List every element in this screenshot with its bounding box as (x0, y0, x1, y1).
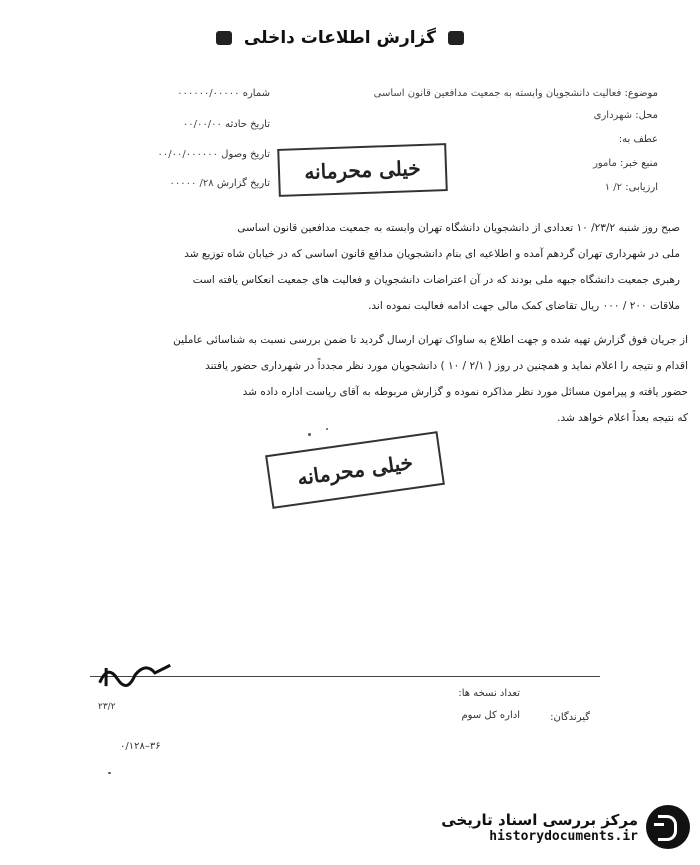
ornament-icon (216, 31, 232, 45)
brand-url: historydocuments.ir (489, 828, 638, 844)
body-line: که نتیجه بعداً اعلام خواهد شد. (557, 412, 688, 424)
signature-mark (93, 651, 176, 691)
header-received-date: تاریخ وصول ۰۰/۰۰/۰۰۰۰۰۰ (157, 149, 270, 160)
brand-watermark (400, 797, 690, 857)
copies-label: تعداد نسخه ها: (458, 688, 520, 699)
recipient-name: اداره کل سوم (461, 710, 520, 721)
brand-name: مرکز بررسی اسناد تاریخی (441, 810, 638, 829)
brand-logo-icon (646, 805, 690, 849)
body-line: اقدام و نتیجه را اعلام نماید و همچنین در روز ( ۲/۱ / ۱۰ ) دانشجویان مورد نظر مجدداً در شهرداری حضور یافتند (205, 360, 688, 372)
confidential-stamp-lower: خیلی محرمانه (265, 431, 445, 509)
scan-speck (326, 428, 328, 430)
header-incident-date: تاریخ حادثه ۰۰/۰۰/۰۰ (182, 119, 270, 130)
header-subject: موضوع: فعالیت دانشجویان وابسته به جمعیت مدافعین قانون اساسی (373, 88, 658, 99)
reference-number: ۰/۱۲۸–۳۶ (120, 741, 161, 752)
header-reference: عطف به: (618, 134, 658, 145)
body-line: صبح روز شنبه ۲۳/۲/ ۱۰ تعدادی از دانشجویان دانشگاه تهران وابسته به جمعیت مدافعین قانون اساسی (237, 222, 680, 234)
body-line: ملی در شهرداری تهران گردهم آمده و اطلاعیه ای بنام دانشجویان مدافع قانون اساسی که در خیابان شاه توزیع شد (184, 248, 680, 260)
ornament-icon (448, 31, 464, 45)
document-title (190, 28, 490, 48)
margin-note: ۲۳/۲ (98, 702, 116, 712)
body-line: از جریان فوق گزارش تهیه شده و جهت اطلاع به ساواک تهران ارسال گردید تا ضمن بررسی نسبت به شناسائی عاملین (173, 334, 688, 346)
body-line: ملاقات ۲۰۰ / ۰۰۰ ریال تقاضای کمک مالی جهت ادامه فعالیت نموده اند. (368, 300, 680, 312)
body-line: رهبری جمعیت دانشگاه جبهه ملی بودند که در آن اعتراضات دانشجویان و فعالیت های جمعیت انعکاس یافته است (192, 274, 680, 286)
title-text: گزارش اطلاعات داخلی (243, 28, 437, 48)
header-source: منبع خبر: مامور (593, 158, 658, 169)
header-report-date: تاریخ گزارش ۲۸/ ۰۰۰۰۰ (169, 178, 270, 189)
confidential-stamp: خیلی محرمانه (277, 143, 448, 197)
scan-speck (108, 772, 111, 774)
body-line: حضور یافته و پیرامون مسائل مورد نظر مذاکره نموده و گزارش مربوطه به آقای ریاست اداره داده شد (242, 386, 688, 398)
header-place: محل: شهرداری (593, 110, 658, 121)
scan-speck (308, 433, 311, 436)
brand-text (441, 811, 638, 844)
header-evaluation: ارزیابی: ۲/ ۱ (604, 182, 658, 193)
handwritten-signature (93, 651, 177, 698)
recipients-label: گیرندگان: (550, 712, 590, 723)
header-number: شماره ۰۰۰۰۰۰/۰۰۰۰۰ (177, 88, 270, 99)
